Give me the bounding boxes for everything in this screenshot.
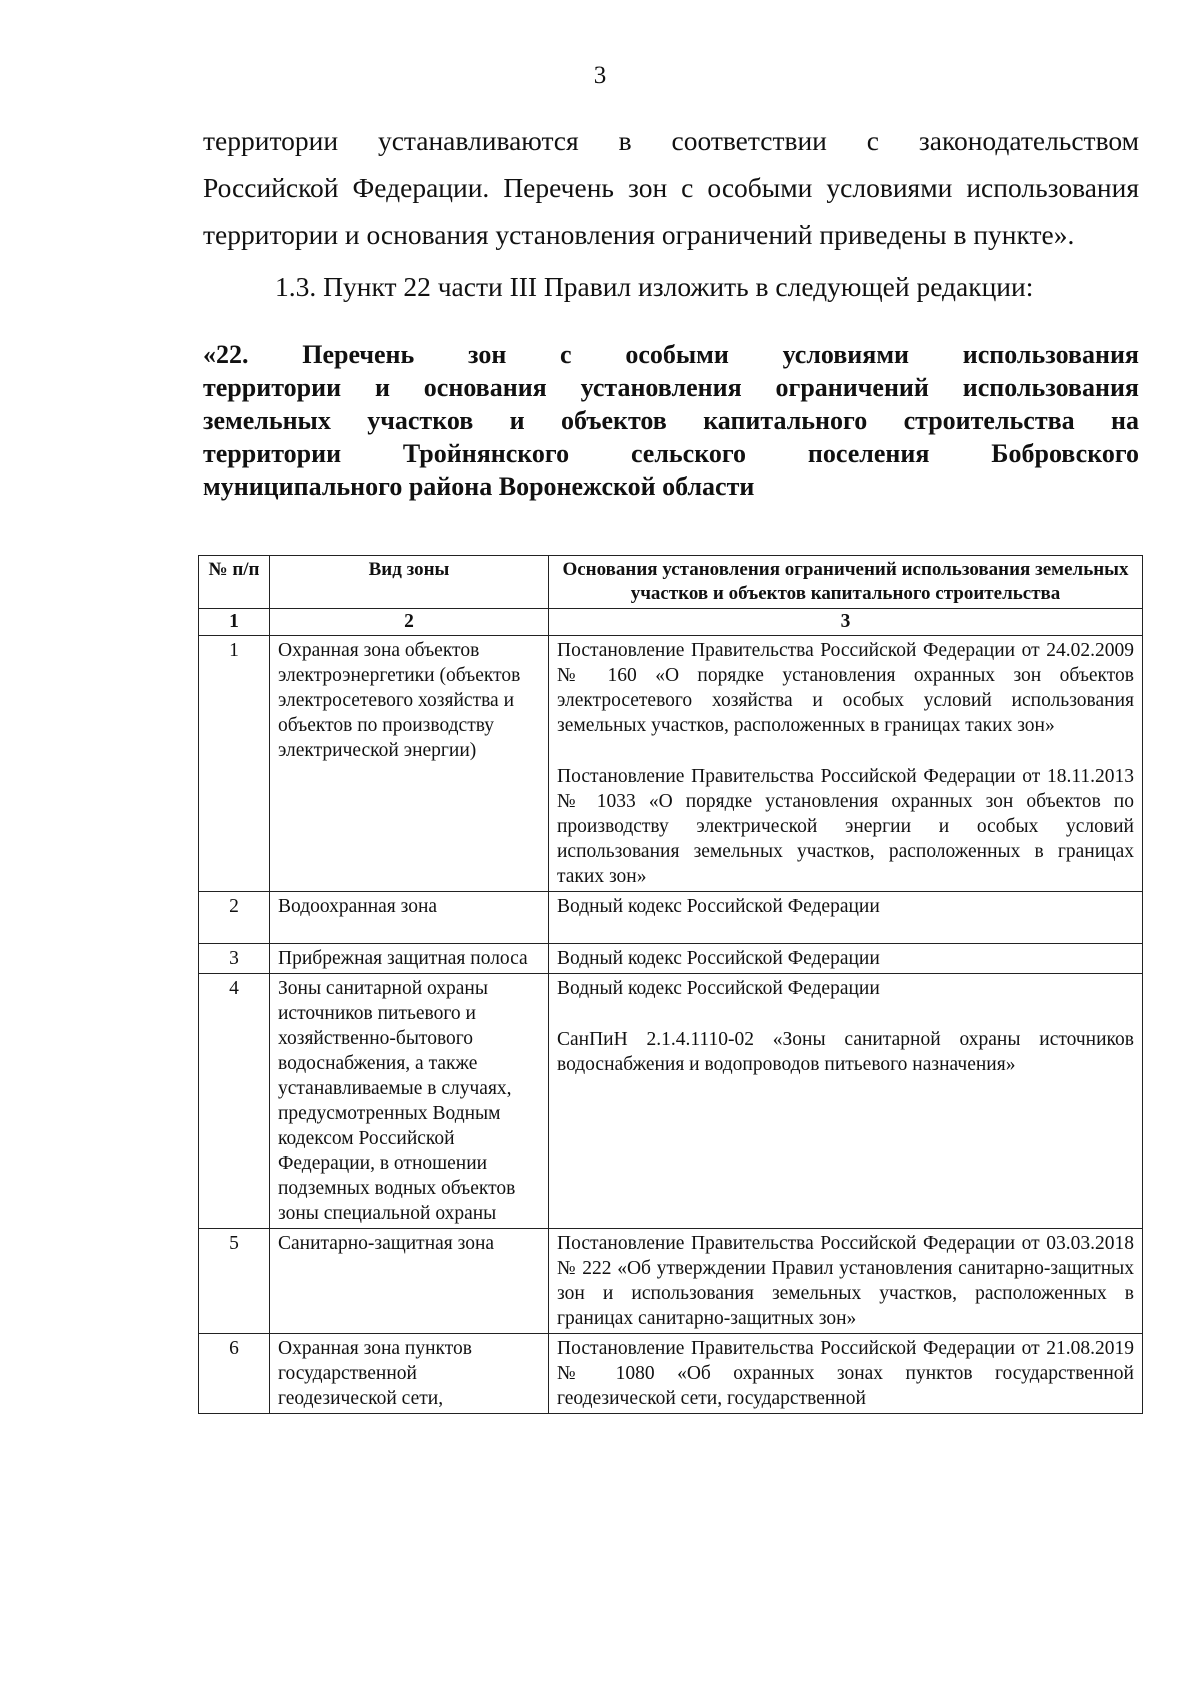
heading-line: земельных участков и объектов капитального строительства на bbox=[203, 406, 1139, 435]
zone-basis bbox=[549, 1229, 1143, 1334]
row-number: 4 bbox=[199, 974, 270, 1229]
intro-line: территории устанавливаются в соответствии с законодательством bbox=[203, 125, 1139, 156]
basis-paragraph: Водный кодекс Российской Федерации bbox=[557, 948, 880, 969]
row-number: 5 bbox=[199, 1229, 270, 1334]
heading-line: территории Тройнянского сельского поселения Бобровского bbox=[203, 439, 1139, 468]
row-number: 2 bbox=[199, 892, 270, 944]
column-number: 1 bbox=[199, 609, 270, 636]
table-row bbox=[199, 1334, 1143, 1414]
table-row bbox=[199, 974, 1143, 1229]
zone-basis bbox=[549, 892, 1143, 944]
intro-paragraph bbox=[203, 117, 1139, 258]
table-row bbox=[199, 1229, 1143, 1334]
column-number: 2 bbox=[270, 609, 549, 636]
basis-paragraph: Постановление Правительства Российской Федерации от 21.08.2019 № 1080 «Об охранных зонах пунктов государственной геодезической сети, государственной bbox=[557, 1338, 1134, 1409]
zones-table bbox=[198, 555, 1143, 1414]
heading-line: территории и основания установления ограничений использования bbox=[203, 373, 1139, 402]
row-number: 3 bbox=[199, 944, 270, 974]
page-number: 3 bbox=[593, 62, 607, 89]
column-number: 3 bbox=[549, 609, 1143, 636]
zone-type: Прибрежная защитная полоса bbox=[270, 944, 549, 974]
item-1-3: 1.3. Пункт 22 части III Правил изложить в следующей редакции: bbox=[275, 271, 1034, 302]
table-row bbox=[199, 892, 1143, 944]
table-row bbox=[199, 944, 1143, 974]
table-header-row bbox=[199, 556, 1143, 609]
zone-basis bbox=[549, 974, 1143, 1229]
basis-paragraph: Водный кодекс Российской Федерации bbox=[557, 978, 880, 999]
table-row bbox=[199, 636, 1143, 892]
zone-type: Зоны санитарной охраны источников питьевого и хозяйственно-бытового водоснабжения, а также устанавливаемые в случаях, предусмотренных Водным кодексом Российской Федерации, в отношении подземных водных объектов зоны специальной охраны bbox=[270, 974, 549, 1229]
zone-type: Санитарно-защитная зона bbox=[270, 1229, 549, 1334]
heading-line: муниципального района Воронежской области bbox=[203, 472, 755, 501]
zone-type: Охранная зона объектов электроэнергетики (объектов электросетевого хозяйства и объектов по производству электрической энергии) bbox=[270, 636, 549, 892]
row-number: 6 bbox=[199, 1334, 270, 1414]
zone-basis bbox=[549, 1334, 1143, 1414]
row-number: 1 bbox=[199, 636, 270, 892]
zone-basis bbox=[549, 636, 1143, 892]
basis-paragraph: СанПиН 2.1.4.1110-02 «Зоны санитарной охраны источников водоснабжения и водопроводов питьевого назначения» bbox=[557, 1029, 1134, 1075]
basis-paragraph: Постановление Правительства Российской Федерации от 24.02.2009 № 160 «О порядке установления охранных зон объектов электросетевого хозяйства и особых условий использования земельных участков, расположенных в границах таких зон» bbox=[557, 640, 1134, 736]
intro-line: Российской Федерации. Перечень зон с особыми условиями использования bbox=[203, 172, 1139, 203]
section-heading bbox=[203, 338, 1139, 503]
basis-paragraph: Постановление Правительства Российской Федерации от 03.03.2018 № 222 «Об утверждении Правил установления санитарно-защитных зон и использования земельных участков, расположенных в границах санитарно-защитных зон» bbox=[557, 1233, 1134, 1329]
header-number: № п/п bbox=[199, 556, 270, 609]
basis-paragraph: Водный кодекс Российской Федерации bbox=[557, 896, 880, 917]
zone-basis bbox=[549, 944, 1143, 974]
zone-type: Водоохранная зона bbox=[270, 892, 549, 944]
header-zone-type: Вид зоны bbox=[270, 556, 549, 609]
header-basis: Основания установления ограничений использования земельных участков и объектов капитального строительства bbox=[549, 556, 1143, 609]
heading-line: «22. Перечень зон с особыми условиями использования bbox=[203, 340, 1139, 369]
column-number-row bbox=[199, 609, 1143, 636]
intro-line: территории и основания установления ограничений приведены в пункте». bbox=[203, 219, 1075, 250]
basis-paragraph: Постановление Правительства Российской Федерации от 18.11.2013 № 1033 «О порядке установления охранных зон объектов по производству электрической энергии и особых условий использования земельных участков, расположенных в границах таких зон» bbox=[557, 766, 1134, 887]
zone-type: Охранная зона пунктов государственной геодезической сети, bbox=[270, 1334, 549, 1414]
